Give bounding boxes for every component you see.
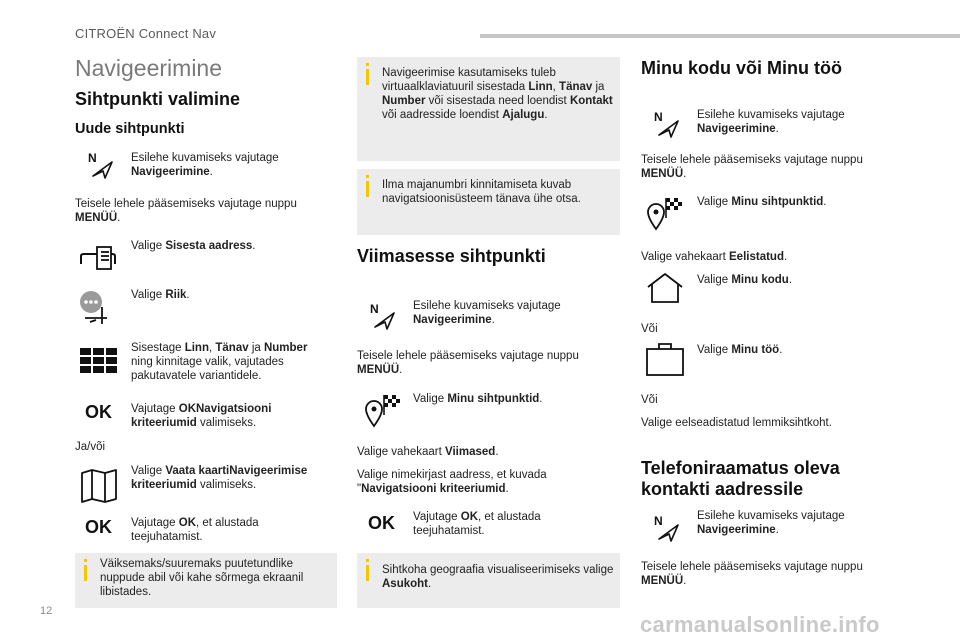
menu-instruction: Teisele lehele pääsemiseks vajutage nuppu MENÜÜ. — [75, 198, 297, 224]
step-minu-kodu: Valige Minu kodu. — [697, 274, 793, 286]
step-navigeerimine: Esilehe kuvamiseks vajutage Navigeerimine. — [131, 152, 279, 178]
ok-icon: OK — [85, 517, 112, 537]
heading-telefoniraamatus: Telefoniraamatus oleva kontakti aadressile — [641, 458, 840, 499]
ok-icon: OK — [85, 402, 112, 422]
or-label: Või — [641, 394, 658, 406]
my-destinations-icon — [364, 393, 404, 429]
info-box-house-number: Ilma majanumbri kinnitamiseta kuvab navigatsioonisüsteem tänava ühe otsa. — [357, 169, 620, 235]
step-minu-sihtpunktid: Valige Minu sihtpunktid. — [697, 196, 827, 208]
header-rule — [480, 34, 960, 38]
page-number: 12 — [40, 605, 53, 617]
step-navigeerimine: Esilehe kuvamiseks vajutage Navigeerimine. — [697, 109, 845, 135]
navigation-icon — [88, 151, 114, 179]
map-icon — [80, 469, 118, 503]
running-header: CITROËN Connect Nav — [75, 26, 217, 41]
address-entry-icon — [79, 242, 119, 274]
navigation-icon — [370, 302, 396, 330]
step-riik: Valige Riik. — [131, 289, 190, 301]
svg-text:N: N — [370, 302, 379, 316]
my-destinations-icon — [646, 196, 686, 232]
menu-instruction: Teisele lehele pääsemiseks vajutage nuppu MENÜÜ. — [641, 561, 863, 587]
step-ok-kriteeriumid: Vajutage OKNavigatsiooni kriteeriumid valimiseks. — [131, 403, 272, 429]
or-label: Või — [641, 323, 658, 335]
watermark: carmanualsonline.info — [640, 612, 880, 637]
heading-viimasesse-sihtpunkti: Viimasesse sihtpunkti — [357, 246, 546, 266]
heading-sihtpunkti-valimine: Sihtpunkti valimine — [75, 89, 241, 109]
country-icon — [79, 290, 115, 326]
select-address-instruction: Valige nimekirjast aadress, et kuvada "Navigatsiooni kriteeriumid. — [357, 469, 547, 495]
info-icon — [84, 559, 87, 562]
menu-instruction: Teisele lehele pääsemiseks vajutage nuppu MENÜÜ. — [641, 154, 863, 180]
ok-icon: OK — [368, 513, 395, 533]
work-icon — [645, 341, 685, 377]
step-vaata-kaarti: Valige Vaata kaartiNavigeerimise kriteeriumid valimiseks. — [131, 465, 308, 491]
preset-favourite-instruction: Valige eelseadistatud lemmiksihtkoht. — [641, 417, 832, 429]
svg-text:N: N — [654, 514, 663, 528]
step-sisesta-aadress: Valige Sisesta aadress. — [131, 240, 256, 252]
and-or-label: Ja/või — [75, 441, 106, 453]
step-linn-tanav-number: Sisestage Linn, Tänav ja Number ning kinnitage valik, vajutades pakutavatele variantidele. — [131, 342, 308, 382]
page-title: Navigeerimine — [75, 55, 223, 81]
info-box-asukoht: Sihtkoha geograafia visualiseerimiseks valige Asukoht. — [357, 553, 620, 608]
info-box-keyboard: Navigeerimise kasutamiseks tuleb virtuaalklaviatuuril sisestada Linn, Tänav ja Number või sisestada need loendist Kontakt või aadresside loendist Ajalugu. — [357, 57, 620, 161]
svg-text:N: N — [654, 110, 663, 124]
heading-uude-sihtpunkti: Uude sihtpunkti — [75, 121, 185, 137]
step-minu-too: Valige Minu töö. — [697, 344, 783, 356]
info-icon — [366, 559, 369, 562]
menu-instruction: Teisele lehele pääsemiseks vajutage nuppu MENÜÜ. — [357, 350, 579, 376]
keyboard-icon — [80, 348, 118, 374]
home-icon — [646, 272, 684, 304]
info-icon — [366, 175, 369, 178]
tab-viimased-instruction: Valige vahekaart Viimased. — [357, 446, 499, 458]
info-box-zoom: Väiksemaks/suuremaks puutetundlike nuppude abil või kahe sõrmega ekraanil libistades. — [75, 553, 337, 608]
step-ok-teejuhatamine: Vajutage OK, et alustada teejuhatamist. — [413, 511, 541, 537]
heading-minu-kodu-voi-too: Minu kodu või Minu töö — [641, 58, 842, 78]
tab-eelistatud-instruction: Valige vahekaart Eelistatud. — [641, 251, 788, 263]
step-ok-teejuhatamine: Vajutage OK, et alustada teejuhatamist. — [131, 517, 259, 543]
info-icon — [366, 63, 369, 66]
navigation-icon — [654, 110, 680, 138]
navigation-icon — [654, 514, 680, 542]
step-navigeerimine: Esilehe kuvamiseks vajutage Navigeerimine. — [697, 510, 845, 536]
svg-text:N: N — [88, 151, 97, 165]
step-navigeerimine: Esilehe kuvamiseks vajutage Navigeerimine. — [413, 300, 561, 326]
step-minu-sihtpunktid: Valige Minu sihtpunktid. — [413, 393, 543, 405]
